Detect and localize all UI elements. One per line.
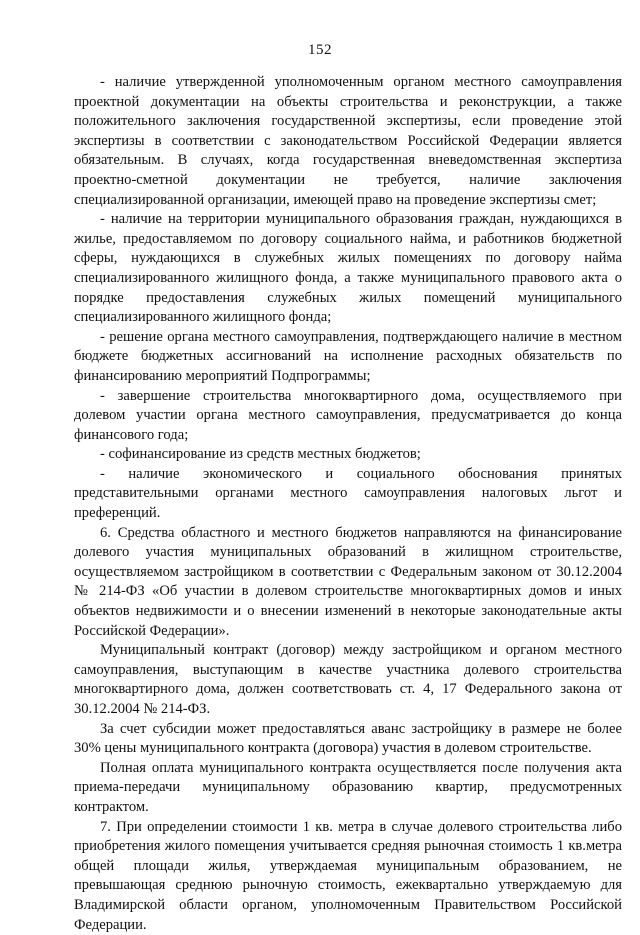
paragraph-section-7: 7. При определении стоимости 1 кв. метра в случае долевого строительства либо приобретения жилого помещения учитывается средняя рыночная стоимость 1 кв.метра общей площади жилья, утверждаемая муниципальным образованием, не превышающая среднюю рыночную стоимость, ежеквартально утверждаемую для Владимирской области органом, уполномоченным Правительством Российской Федерации. (74, 818, 622, 933)
paragraph-section-6: 6. Средства областного и местного бюджетов направляются на финансирование долевого участия муниципальных образований в жилищном строительстве, осуществляемом застройщиком в соответствии с Федеральным законом от 30.12.2004 № 214-ФЗ «Об участии в долевом строительстве многоквартирных домов и иных объектов недвижимости и о внесении изменений в некоторые законодательные акты Российской Федерации». (74, 524, 622, 639)
paragraph-project-documentation: - наличие утвержденной уполномоченным органом местного самоуправления проектной документации на объекты строительства и реконструкции, а также положительного заключения государственной экспертизы, если проведение этой экспертизы в соответствии с законодательством Российской Федерации является обязательным. В случаях, когда государственная вневедомственная экспертиза проектно-сметной документации не требуется, наличие заключения специализированной организации, имеющей право на проведение экспертизы смет; (74, 74, 622, 208)
paragraph-citizens-in-need: - наличие на территории муниципального образования граждан, нуждающихся в жилье, предоставляемом по договору социального найма, и работников бюджетной сферы, нуждающихся в служебных жилых помещениях по договору найма специализированного жилищного фонда, а также муниципального правового акта о порядке предоставления служебных жилых помещений муниципального специализированного жилищного фонда; (74, 211, 622, 326)
paragraph-cofinancing: - софинансирование из средств местных бюджетов; (100, 446, 421, 463)
paragraph-municipal-contract: Муниципальный контракт (договор) между застройщиком и органом местного самоуправления, выступающим в качестве участника долевого строительства многоквартирного дома, должен соответствовать ст. 4, 17 Федерального закона от 30.12.2004 № 214-ФЗ. (74, 642, 622, 717)
paragraph-full-payment: Полная оплата муниципального контракта осуществляется после получения акта приема-передачи муниципальному образованию квартир, предусмотренных контрактом. (74, 759, 622, 815)
paragraph-budget-allocations: - решение органа местного самоуправления, подтверждающего наличие в местном бюджете бюджетных ассигнований на исполнение расходных обязательств по финансированию мероприятий Подпрограммы; (74, 328, 622, 384)
paragraph-advance-payment: За счет субсидии может предоставляться аванс застройщику в размере не более 30% цены муниципального контракта (договора) участия в долевом строительстве. (74, 720, 622, 757)
page-number: 152 (308, 42, 332, 58)
document-body (74, 73, 622, 935)
paragraph-tax-benefits: - наличие экономического и социального обоснования принятых представительными органами местного самоуправления налоговых льгот и преференций. (74, 465, 622, 522)
paragraph-construction-completion: - завершение строительства многоквартирного дома, осуществляемого при долевом участии органа местного самоуправления, предусматривается до конца финансового года; (74, 387, 622, 443)
